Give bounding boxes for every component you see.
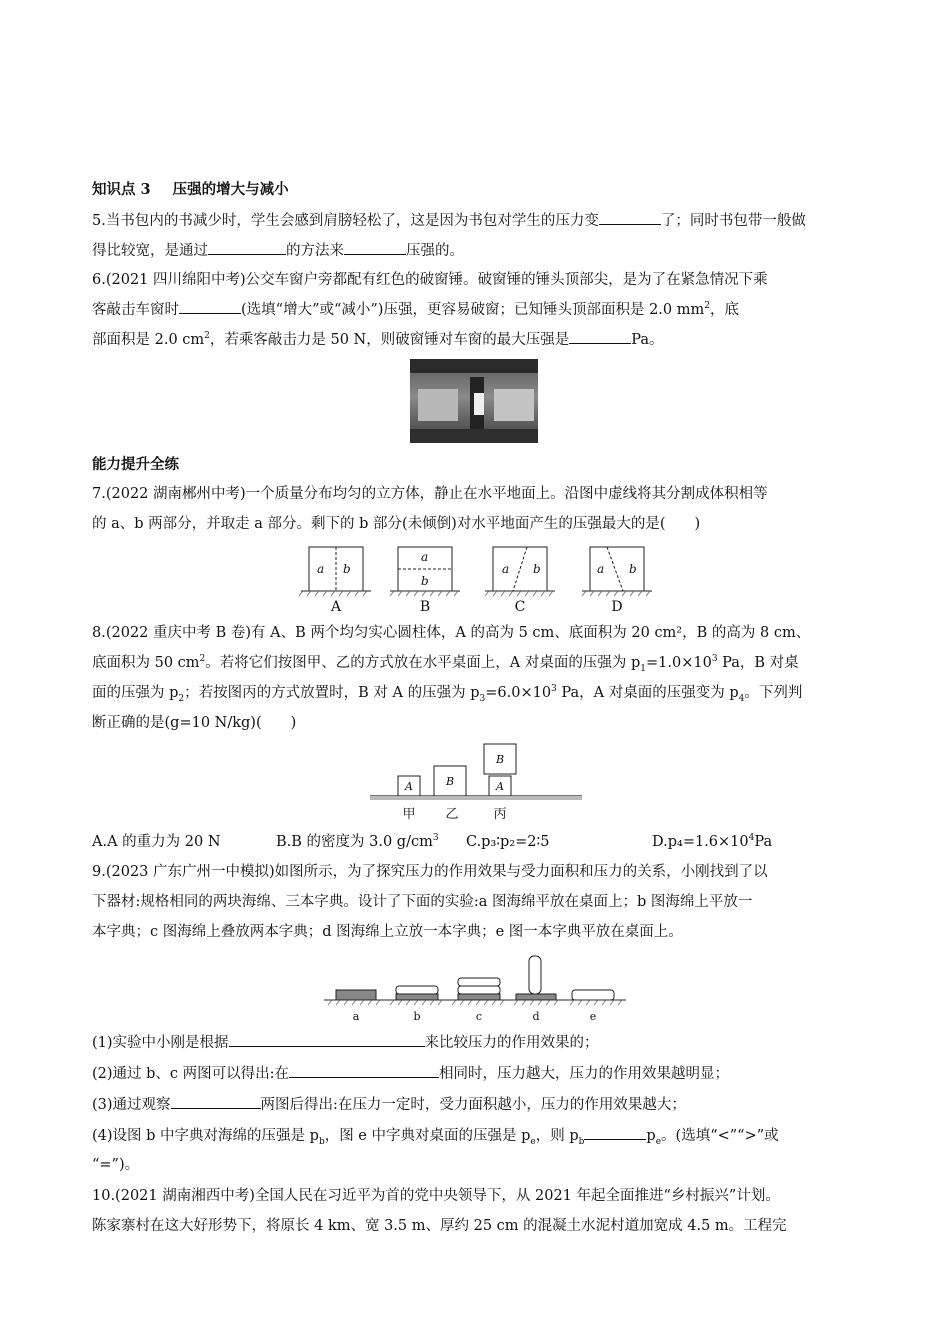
option-c[interactable]: C.p₃∶p₂=2∶5 — [466, 834, 550, 850]
fig-label-jia: 甲 — [402, 807, 416, 822]
q9-text: ，图 e 中字典对桌面的压强是 p — [324, 1128, 531, 1144]
answer-blank[interactable] — [179, 299, 241, 314]
superscript: 2 — [199, 654, 206, 665]
q6-text: Pa。 — [631, 332, 664, 348]
q7-cube-figures — [297, 543, 657, 615]
q6-line2 — [92, 299, 862, 320]
q9-sub2 — [92, 1063, 862, 1084]
bus-window-photo — [410, 359, 538, 443]
q6-text: (选填“增大”或“减小”)压强，更容易破窗；已知锤头顶部面积是 2.0 mm — [241, 302, 705, 318]
q8-text: =6.0×10 — [485, 685, 552, 701]
q8-text: 。下列判 — [744, 685, 803, 701]
answer-blank[interactable] — [344, 240, 406, 255]
q10-line1: 10.(2021 湖南湘西中考)全国人民在习近平为首的党中央领导下，从 2021 年起全面推进“乡村振兴”计划。 — [92, 1188, 780, 1204]
subscript: 2 — [178, 693, 185, 704]
subscript: b — [578, 1136, 585, 1147]
q5-line1 — [92, 210, 862, 231]
q9-text: ，则 p — [535, 1128, 579, 1144]
option-b-label: B — [419, 599, 431, 615]
part-b-label: b — [343, 562, 351, 576]
fig-label-c: c — [475, 1010, 483, 1023]
q7-line2: 的 a、b 两部分，并取走 a 部分。剩下的 b 部分(未倾倒)对水平地面产生的压强最大的是( ) — [92, 516, 701, 532]
option-b-text: B.B 的密度为 3.0 g/cm — [276, 834, 433, 850]
q6-text: ，若乘客敲击力是 50 N，则破窗锤对车窗的最大压强是 — [209, 332, 570, 348]
subscript: b — [318, 1136, 325, 1147]
q7-line1: 7.(2022 湖南郴州中考)一个质量分布均匀的立方体，静止在水平地面上。沿图中虚线将其分割成体积相等 — [92, 486, 768, 502]
q8-line4: 断正确的是(g=10 N/kg)( ) — [92, 715, 297, 731]
superscript: 2 — [204, 331, 210, 342]
block-b-label: B — [495, 753, 505, 766]
option-d-unit: Pa — [754, 834, 773, 850]
q9-sub4 — [92, 1125, 862, 1146]
answer-blank[interactable] — [208, 240, 286, 255]
q8-text: Pa，B 对桌 — [717, 655, 799, 671]
q5-line2 — [92, 240, 862, 261]
q6-text: 6.(2021 四川绵阳中考)公交车窗户旁都配有红色的破窗锤。破窗锤的锤头顶部尖，是为了在紧急情况下乘 — [92, 272, 768, 288]
part-b-label: b — [533, 562, 541, 576]
part-b-label: b — [421, 574, 429, 588]
answer-blank[interactable] — [584, 1125, 646, 1140]
option-d[interactable] — [652, 832, 772, 852]
superscript: 2 — [704, 301, 710, 312]
q9-text: 两图后得出:在压力一定时，受力面积越小，压力的作用效果越大； — [260, 1097, 686, 1113]
q5-text: 得比较宽，是通过 — [92, 243, 208, 259]
superscript: 4 — [748, 833, 755, 844]
q9-text: (4)设图 b 中字典对海绵的压强是 p — [92, 1128, 319, 1144]
fig-label-yi: 乙 — [445, 807, 459, 822]
q9-text: 相同时，压力越大，压力的作用效果越明显； — [439, 1066, 730, 1082]
fig-label-bing: 丙 — [493, 807, 507, 822]
section-heading — [92, 180, 862, 200]
subscript: e — [655, 1136, 662, 1147]
q9-text: p — [646, 1128, 656, 1144]
q8-text: ；若按图丙的方式放置时，B 对 A 的压强为 p — [184, 685, 480, 701]
part-b-label: b — [629, 562, 637, 576]
ability-heading: 能力提升全练 — [92, 456, 179, 473]
answer-blank[interactable] — [289, 1063, 439, 1078]
q8-options — [92, 832, 862, 852]
option-d-text: D.p₄=1.6×10 — [652, 834, 749, 850]
q8-line2 — [92, 653, 862, 673]
answer-blank[interactable] — [569, 329, 631, 344]
q8-line3 — [92, 683, 862, 703]
subscript: 3 — [479, 693, 486, 704]
option-a[interactable]: A.A 的重力为 20 N — [92, 834, 221, 850]
q9-text: (1)实验中小刚是根据 — [92, 1035, 229, 1051]
q9-text: (2)通过 b、c 两图可以得出:在 — [92, 1066, 290, 1082]
part-a-label: a — [597, 562, 605, 576]
section-title: 压强的增大与减小 — [172, 181, 289, 198]
q5-text: 了；同时书包带一般做 — [660, 213, 806, 229]
block-b-label: B — [445, 775, 455, 788]
q6-text: 客敲击车窗时 — [92, 302, 179, 318]
q9-sub1 — [92, 1032, 862, 1053]
option-b[interactable] — [276, 832, 466, 852]
q9-line2: 下器材:规格相同的两块海绵、三本字典。设计了下面的实验:a 图海绵平放在桌面上；b 图海绵上平放一 — [92, 894, 753, 910]
option-c-label: C — [514, 599, 526, 615]
part-a-label: a — [421, 550, 429, 564]
q9-line3: 本字典；c 图海绵上叠放两本字典；d 图海绵上立放一本字典；e 图一本字典平放在桌面上。 — [92, 924, 683, 940]
subscript: 1 — [640, 663, 646, 674]
q8-line1: 8.(2022 重庆中考 B 卷)有 A、B 两个均匀实心圆柱体，A 的高为 5 cm、底面积为 20 cm²，B 的高为 8 cm、 — [92, 625, 811, 641]
fig-label-b: b — [413, 1010, 421, 1023]
q9-text: 来比较压力的作用效果的； — [424, 1035, 599, 1051]
superscript: 3 — [551, 684, 557, 695]
answer-blank[interactable] — [171, 1094, 261, 1109]
q9-sub3 — [92, 1094, 862, 1115]
q6-text: ，底 — [709, 302, 739, 318]
q8-text: =1.0×10 — [646, 655, 712, 671]
q8-text: 底面积为 50 cm — [92, 655, 200, 671]
q8-text: 面的压强为 p — [92, 685, 179, 701]
q9-text: 。(选填“<”“>”或 — [661, 1128, 779, 1144]
q5-text: 5.当书包内的书减少时，学生会感到肩膀轻松了，这是因为书包对学生的压力变 — [92, 213, 599, 229]
section-label: 知识点 3 — [92, 181, 151, 198]
answer-blank[interactable] — [599, 210, 661, 225]
q6-line1 — [92, 270, 862, 290]
part-a-label: a — [317, 562, 325, 576]
q9-sub4-cont: “=”)。 — [92, 1157, 140, 1173]
part-a-label: a — [502, 562, 510, 576]
answer-blank[interactable] — [229, 1032, 425, 1047]
q8-text: Pa，A 对桌面的压强变为 p — [556, 685, 739, 701]
subscript: 4 — [738, 693, 745, 704]
block-a-label: A — [405, 780, 413, 793]
q5-text: 的方法来 — [286, 243, 344, 259]
q8-cylinder-figure — [370, 740, 582, 826]
q5-text: 压强的。 — [406, 243, 464, 259]
superscript: 3 — [432, 833, 439, 844]
superscript: 3 — [711, 654, 718, 665]
q9-line1: 9.(2023 广东广州一中模拟)如图所示，为了探究压力的作用效果与受力面积和压力的关系，小刚找到了以 — [92, 864, 768, 880]
option-a-label: A — [330, 599, 342, 615]
q9-sponge-figure — [324, 952, 626, 1024]
fig-label-d: d — [532, 1010, 540, 1023]
subscript: e — [530, 1136, 536, 1147]
q6-text: 部面积是 2.0 cm — [92, 332, 205, 348]
block-a-label: A — [496, 780, 504, 793]
fig-label-e: e — [589, 1010, 597, 1023]
q6-line3 — [92, 329, 862, 350]
q9-text: (3)通过观察 — [92, 1097, 171, 1113]
fig-label-a: a — [352, 1010, 360, 1023]
q10-line2: 陈家寨村在这大好形势下，将原长 4 km、宽 3.5 m、厚约 25 cm 的混凝土水泥村道加宽成 4.5 m。工程完 — [92, 1218, 787, 1234]
q8-text: 。若将它们按图甲、乙的方式放在水平桌面上，A 对桌面的压强为 p — [205, 655, 641, 671]
option-d-label: D — [611, 599, 623, 615]
